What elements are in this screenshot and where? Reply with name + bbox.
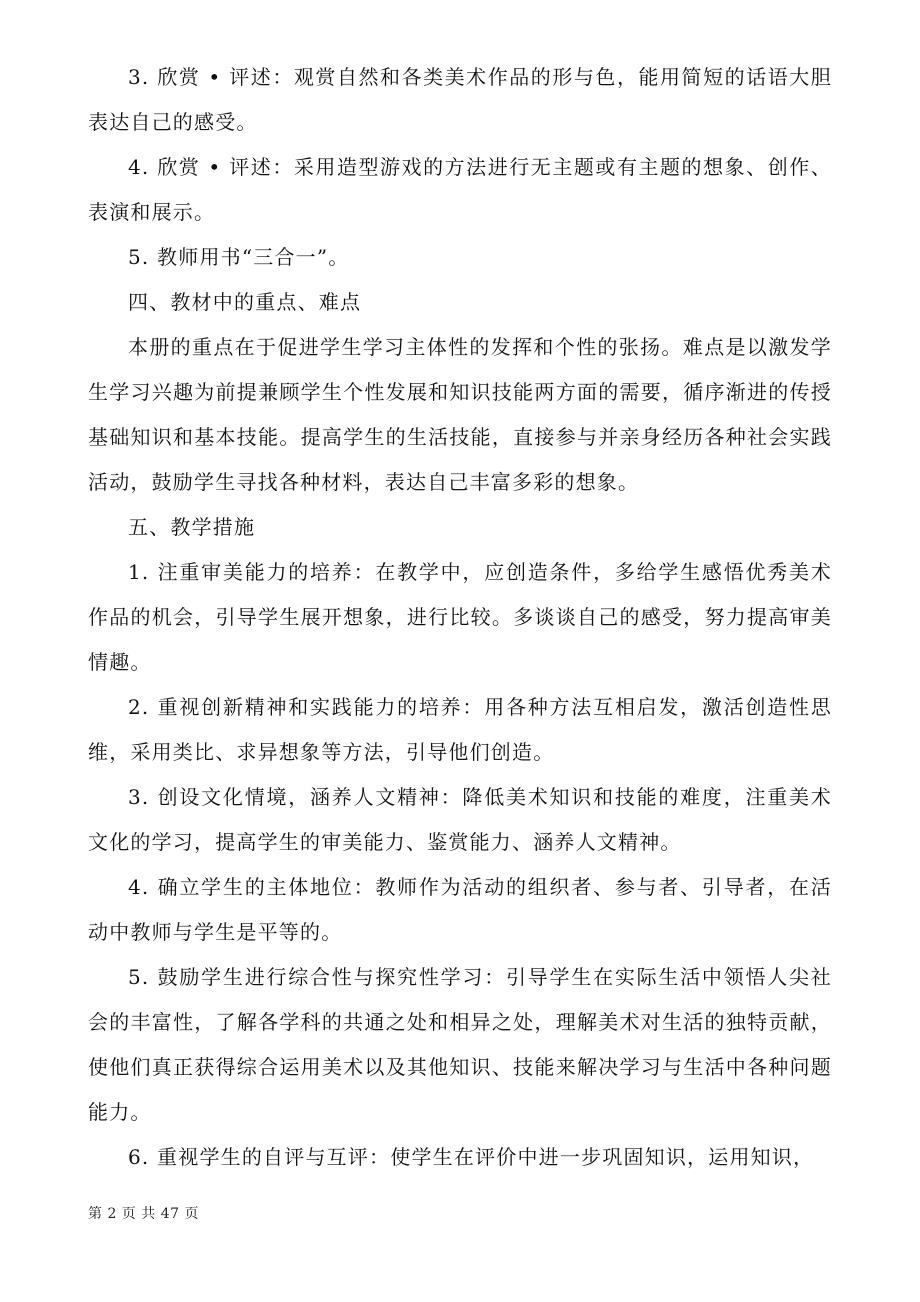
page-number-footer: 第 2 页 共 47 页 — [88, 1206, 199, 1222]
paragraph-teacher-book: 5. 教师用书“三合一”。 — [128, 245, 350, 269]
document-body — [88, 55, 832, 1180]
section-heading-measures: 五、教学措施 — [128, 515, 256, 539]
paragraph-measure-1: 1. 注重审美能力的培养：在教学中，应创造条件，多给学生感悟优秀美术作品的机会，引导学生展开想象，进行比较。多谈谈自己的感受，努力提高审美情趣。 — [88, 560, 832, 674]
paragraph-key-points: 本册的重点在于促进学生学习主体性的发挥和个性的张扬。难点是以激发学生学习兴趣为前提兼顾学生个性发展和知识技能两方面的需要，循序渐进的传授基础知识和基本技能。提高学生的生活技能，直接参与并亲身经历各种社会实践活动，鼓励学生寻找各种材料，表达自己丰富多彩的想象。 — [88, 335, 832, 494]
paragraph-measure-4: 4. 确立学生的主体地位：教师作为活动的组织者、参与者、引导者，在活动中教师与学生是平等的。 — [88, 875, 832, 944]
paragraph-measure-2: 2. 重视创新精神和实践能力的培养：用各种方法互相启发，激活创造性思维，采用类比、求异想象等方法，引导他们创造。 — [88, 695, 832, 764]
paragraph-appreciation-4: 4. 欣赏 • 评述：采用造型游戏的方法进行无主题或有主题的想象、创作、表演和展示。 — [88, 155, 832, 224]
paragraph-appreciation-3: 3. 欣赏 • 评述：观赏自然和各类美术作品的形与色，能用简短的话语大胆表达自己的感受。 — [88, 65, 832, 134]
paragraph-measure-5: 5. 鼓励学生进行综合性与探究性学习：引导学生在实际生活中领悟人尖社会的丰富性，了解各学科的共通之处和相异之处，理解美术对生活的独特贡献，使他们真正获得综合运用美术以及其他知识、技能来解决学习与生活中各种问题能力。 — [88, 965, 832, 1124]
paragraph-measure-3: 3. 创设文化情境，涵养人文精神：降低美术知识和技能的难度，注重美术文化的学习，提高学生的审美能力、鉴赏能力、涵养人文精神。 — [88, 785, 832, 854]
section-heading-key-points: 四、教材中的重点、难点 — [128, 290, 362, 314]
paragraph-measure-6: 6. 重视学生的自评与互评：使学生在评价中进一步巩固知识，运用知识， — [128, 1145, 815, 1169]
